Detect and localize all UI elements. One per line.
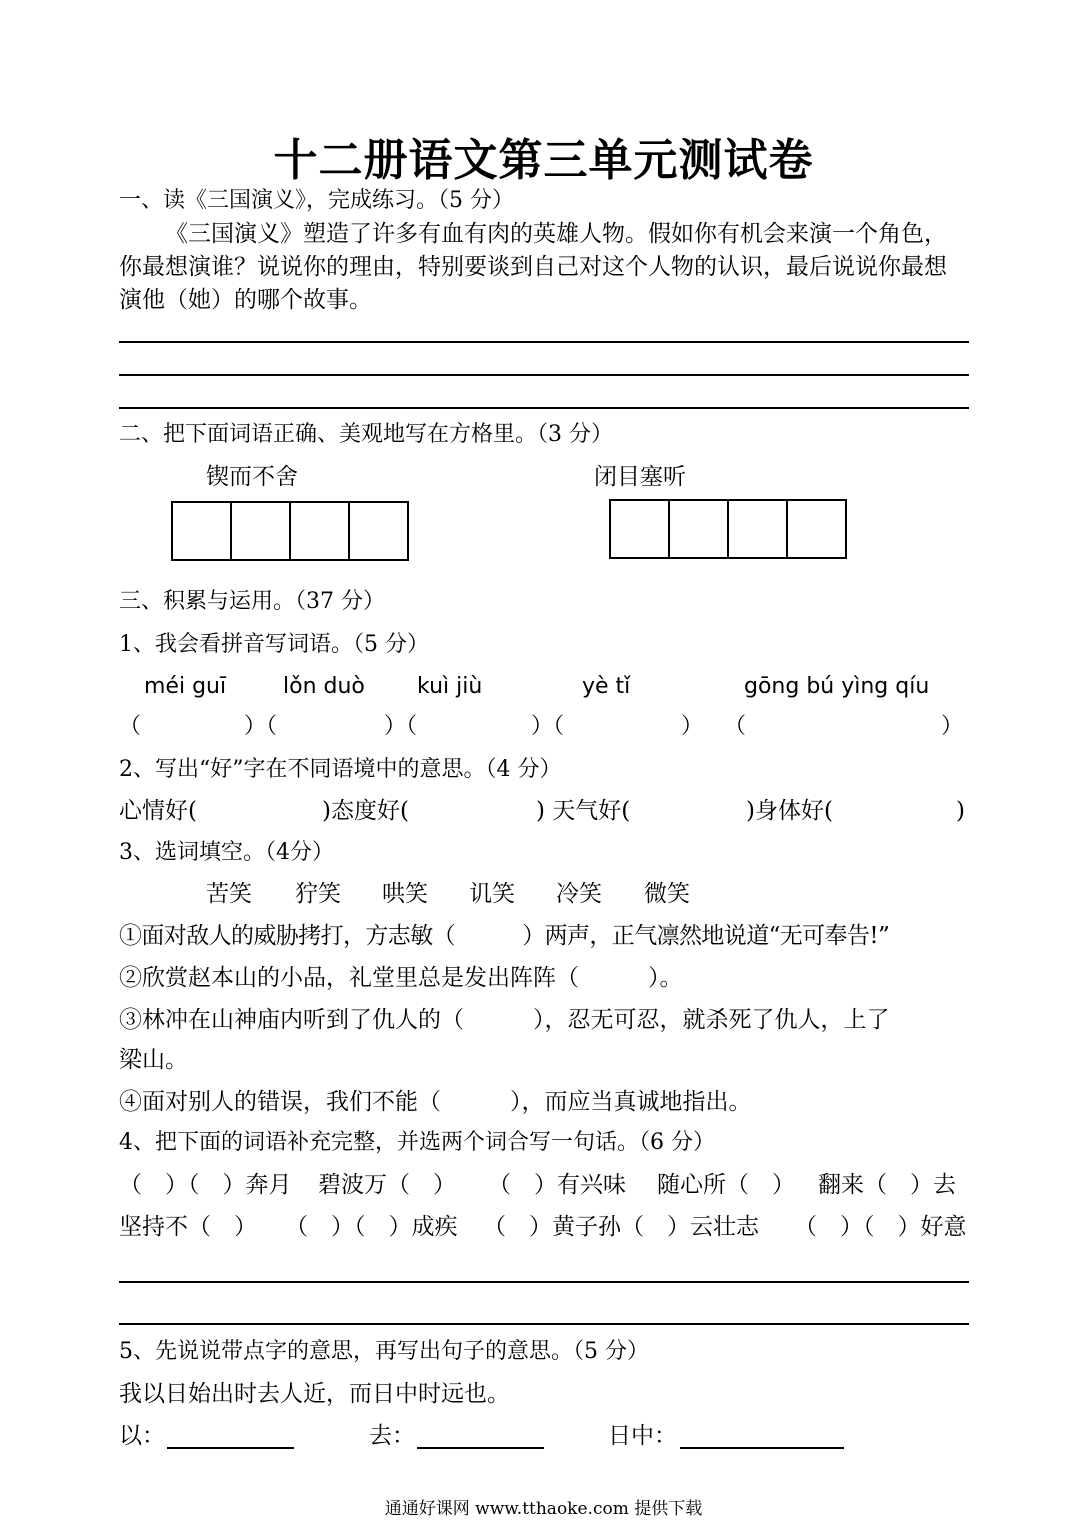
word-option: 讥笑 (469, 881, 515, 907)
bracket: ）（ (384, 714, 418, 739)
grid-cell[interactable] (173, 503, 232, 559)
q3-5-blank-1[interactable] (167, 1447, 294, 1449)
grid-cell[interactable] (670, 501, 729, 557)
grid-cell[interactable] (350, 503, 407, 559)
pinyin-2: lǒn duò (283, 674, 365, 699)
q3-2-item: 心情好( (119, 798, 197, 824)
q2-word-2: 闭目塞听 (594, 464, 686, 490)
idiom-item: （ ）（ ）好意 (794, 1214, 967, 1240)
idiom-item: （ ）（ ）成疾 (285, 1214, 458, 1240)
q3-2-item: )态度好( (322, 798, 409, 824)
q3-5-label-1: 以： (119, 1423, 165, 1449)
word-option: 哄笑 (382, 881, 428, 907)
writing-grid-1[interactable] (171, 501, 409, 561)
q3-5-blank-3[interactable] (680, 1447, 844, 1449)
q3-5-label-3: 日中： (608, 1423, 677, 1449)
q3-5-label-2: 去： (369, 1423, 415, 1449)
q3-3-heading: 3、选词填空。（4分） (119, 840, 334, 865)
q3-5-blank-2[interactable] (417, 1447, 544, 1449)
bracket: （ (119, 714, 142, 739)
idiom-item: 随心所（ ） (657, 1172, 795, 1198)
q3-3-sentence-3-cont: 梁山。 (119, 1047, 188, 1073)
answer-line[interactable] (119, 1323, 969, 1325)
word-option: 微笑 (644, 881, 690, 907)
idiom-item: 坚持不（ ） (119, 1214, 257, 1240)
q3-3-sentence-3: ③林冲在山神庙内听到了仇人的（ ），忍无可忍，就杀死了仇人，上了 (119, 1007, 890, 1033)
q3-2-item: ) (956, 798, 965, 824)
idiom-item: 翻来（ ）去 (818, 1172, 956, 1198)
grid-cell[interactable] (232, 503, 291, 559)
q3-3-sentence-4: ④面对别人的错误，我们不能（ ），而应当真诚地指出。 (119, 1089, 752, 1115)
idiom-item: 碧波万（ ） (318, 1172, 456, 1198)
footer-text: 通通好课网 www.tthaoke.com 提供下载 (384, 1499, 703, 1519)
q3-2-item: ) 天气好( (536, 798, 631, 824)
q3-5-heading: 5、先说说带点字的意思，再写出句子的意思。（5 分） (119, 1339, 649, 1364)
q3-2-item: )身体好( (746, 798, 833, 824)
answer-line[interactable] (119, 341, 969, 343)
bracket: ） (941, 714, 964, 739)
q3-5-sentence: 我以日始出时去人近，而日中时远也。 (119, 1381, 510, 1407)
pinyin-5: gōng bú yìng qíu (744, 674, 930, 699)
q3-3-sentence-1: ①面对敌人的威胁拷打，方志敏（ ）两声，正气凛然地说道“无可奉告!” (119, 923, 890, 949)
q3-heading: 三、积累与运用。（37 分） (119, 589, 385, 614)
word-option: 冷笑 (556, 881, 602, 907)
q1-text: 《三国演义》塑造了许多有血有肉的英雄人物。假如你有机会来演一个角色，你最想演谁？说说你的理由，特别要谈到自己对这个人物的认识，最后说说你最想演他（她）的哪个故事。 (119, 221, 947, 313)
answer-line[interactable] (119, 1281, 969, 1283)
q2-heading: 二、把下面词语正确、美观地写在方格里。（3 分） (119, 422, 613, 447)
q2-word-1: 锲而不舍 (206, 464, 298, 490)
page-title: 十二册语文第三单元测试卷 (273, 135, 814, 186)
writing-grid-2[interactable] (609, 499, 847, 559)
word-option: 苦笑 (206, 881, 252, 907)
q3-1-heading: 1、我会看拼音写词语。（5 分） (119, 632, 429, 657)
bracket: （ (724, 714, 747, 739)
word-option: 狞笑 (295, 881, 341, 907)
q3-3-sentence-2: ②欣赏赵本山的小品，礼堂里总是发出阵阵（ ）。 (119, 965, 683, 991)
grid-cell[interactable] (291, 503, 350, 559)
q1-heading: 一、读《三国演义》，完成练习。（5 分） (119, 188, 514, 213)
pinyin-1: méi guī (144, 674, 227, 699)
grid-cell[interactable] (788, 501, 845, 557)
answer-line[interactable] (119, 374, 969, 376)
idiom-item: （ ）（ ）奔月 (119, 1172, 292, 1198)
pinyin-3: kuì jiù (417, 674, 483, 699)
bracket: ）（ (531, 714, 565, 739)
pinyin-4: yè tǐ (582, 674, 631, 699)
grid-cell[interactable] (729, 501, 788, 557)
idiom-item: （ ）有兴味 (488, 1172, 626, 1198)
q3-2-heading: 2、写出“好”字在不同语境中的意思。（4 分） (119, 757, 562, 782)
bracket: ） (681, 714, 704, 739)
bracket: ）（ (244, 714, 278, 739)
answer-line[interactable] (119, 407, 969, 409)
q3-4-heading: 4、把下面的词语补充完整，并选两个词合写一句话。（6 分） (119, 1130, 715, 1155)
grid-cell[interactable] (611, 501, 670, 557)
idiom-item: （ ）黄子孙（ ）云壮志 (483, 1214, 759, 1240)
